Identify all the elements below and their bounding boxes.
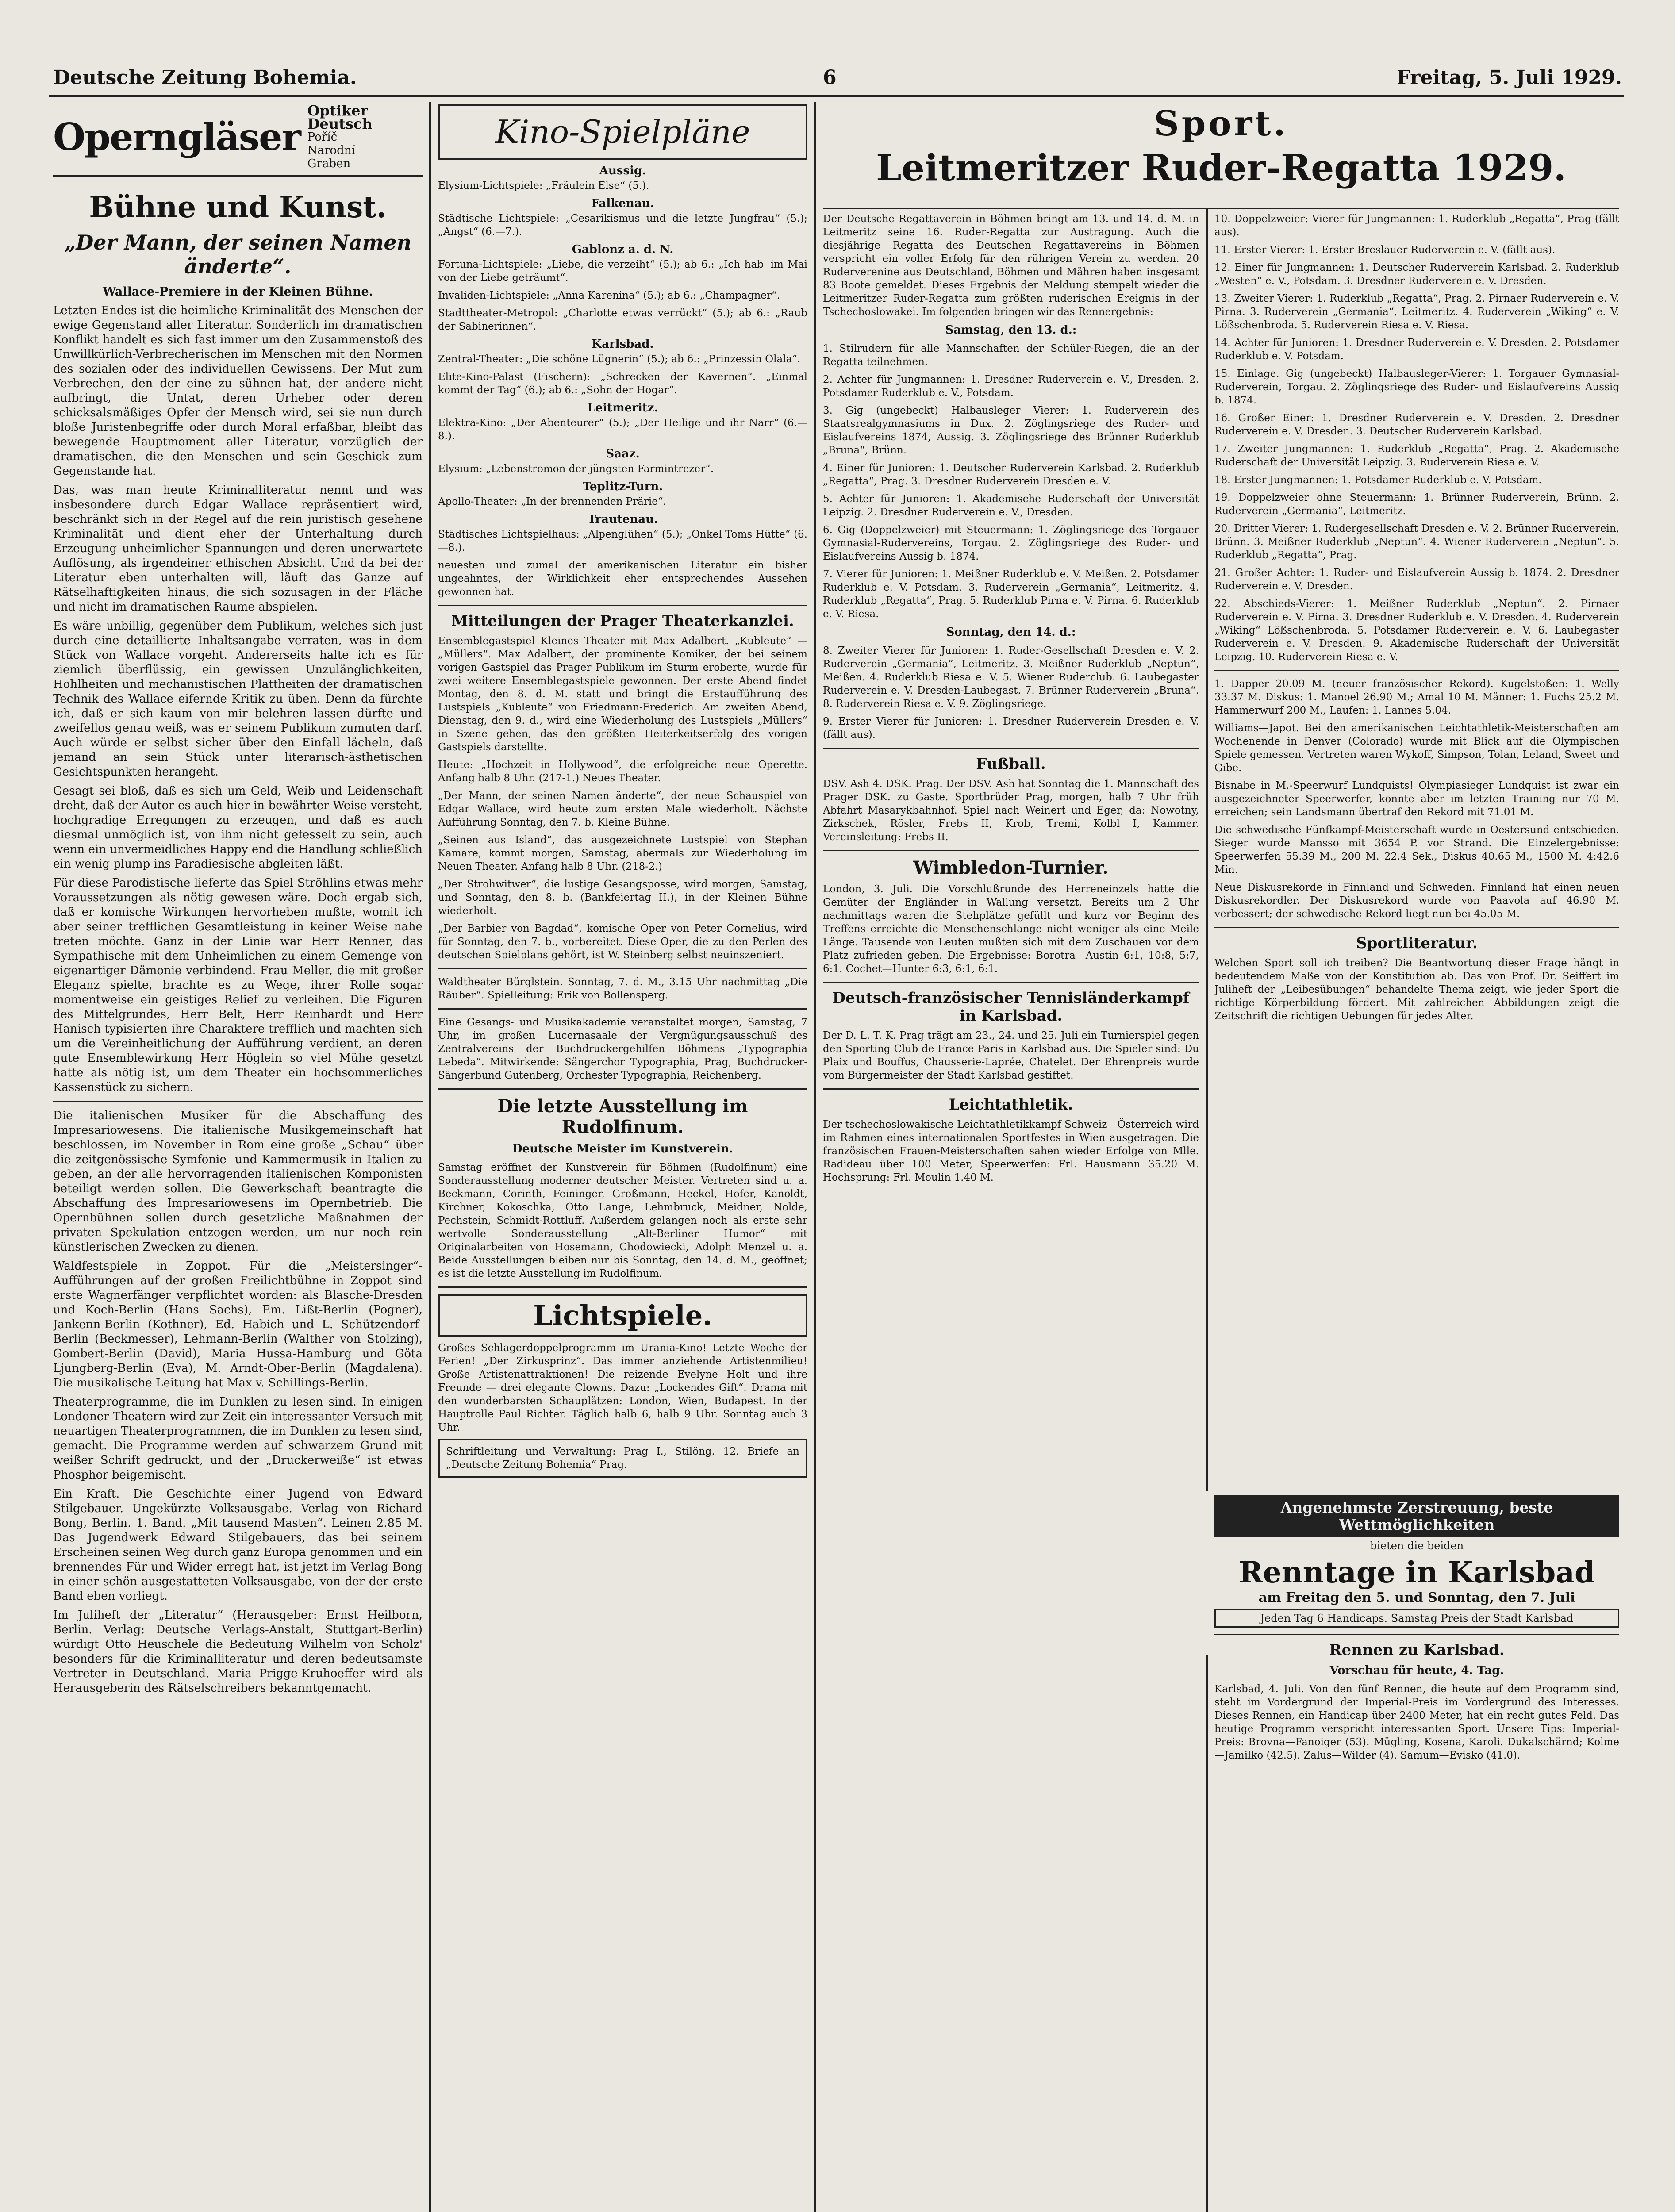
section-heading: Fußball.: [976, 755, 1046, 773]
divider: [823, 1088, 1199, 1090]
kino-listing: [438, 164, 807, 554]
race-result: 11. Erster Vierer: 1. Erster Breslauer Ruderverein e. V. (fällt aus).: [1214, 244, 1556, 256]
race-result: 21. Großer Achter: 1. Ruder- und Eislaufverein Aussig b. 1874. 2. Dresdner Ruderverein e. V. Dresden.: [1214, 567, 1619, 592]
section-heading: Leichtathletik.: [949, 1096, 1073, 1114]
divider: [1214, 670, 1619, 671]
regatta-title: Leitmeritzer Ruder-Regatta 1929.: [876, 147, 1566, 189]
sport-heading: Sport.: [1154, 104, 1288, 144]
kino-extra: neuesten und zumal der amerikanischen Literatur ein bisher ungeahntes, der Wirklichkeit eher entsprechendes Aussehen gewonnen hat.: [438, 560, 807, 598]
news-item: Williams—Japot. Bei den amerikanischen Leichtathletik-Meisterschaften am Wochenende in Denver (Colorado) wurde mit Blick auf die Olympischen Spiele gemessen. Vertreten waren Wykoff, Simpson, Tolan, Leland, Sweet und Gibe.: [1214, 722, 1619, 774]
divider: [438, 1008, 807, 1010]
news-item: Neue Diskusrekorde in Finnland und Schweden. Finnland hat einen neuen Diskusrekordler. Der Diskusrekord wurde von Paavola auf 46.90 M. verbessert; der schwedische Rekord liegt nun bei 45.05 M.: [1214, 882, 1619, 920]
kino-city: Trautenau.: [587, 513, 658, 526]
race-result: 19. Doppelzweier ohne Steuermann: 1. Brünner Ruderverein, Brünn. 2. Ruderverein „Germania“, Leitmeritz.: [1214, 492, 1619, 517]
news-item: Ensemblegastspiel Kleines Theater mit Max Adalbert. „Kubleute“ — „Müllers“. Max Adalbert, der prominente Komiker, der bei seinem vorigen Gastspiel das Prager Publikum im Sturm eroberte, wurde für zwei weitere Ensemblegastspiele gewonnen. Der erste Abend findet Montag, den 8. d. M. statt und bringt die Erstaufführung des Lustspiels „Kubleute“ von Friedmann-Frederich. Am zweiten Abend, Dienstag, den 9. d., wird eine Wiederholung des Lustspiels „Müllers“ in Szene gehen, das den größten Heiterkeitserfolg des vorigen Gastspiels darstellte.: [438, 635, 807, 753]
masthead-date: Freitag, 5. Juli 1929.: [1396, 66, 1622, 89]
kino-city: Aussig.: [599, 164, 646, 177]
column-divider: [814, 102, 816, 2212]
race-result: 7. Vierer für Junioren: 1. Meißner Ruderklub e. V. Meißen. 2. Potsdamer Ruderklub e. V. Potsdam. 3. Ruderverein „Germania“, Leitmeritz. 4. Ruderklub „Regatta“, Prag. 5. Ruderklub Pirna e. V. Pirna. 6. Ruderklub e. V. Riesa.: [823, 568, 1199, 620]
kino-entry: Städtische Lichtspiele: „Cesarikismus und die letzte Jungfrau“ (5.); „Angst“ (6.—7.).: [438, 213, 807, 238]
notice-box: [438, 1439, 807, 1478]
news-item: Im Juliheft der „Literatur“ (Herausgeber: Ernst Heilborn, Berlin. Verlag: Deutsche Verlags-Anstalt, Stuttgart-Berlin) würdigt Otto Heuschele die Bedeutung Wilhelm von Scholz' besonders für die Kriminalliteratur und deren bedeutsamste Vertreter in Deutschland. Maria Prigge-Kruhoeffer wird als Herausgeberin des Rätselschreibers bekanntgemacht.: [53, 1609, 423, 1695]
divider: [53, 1101, 423, 1102]
ad-title: Operngläser: [53, 115, 300, 159]
ad-address: Graben: [307, 157, 351, 170]
column-sport-left: [823, 212, 1199, 2212]
rennen-note: Jeden Tag 6 Handicaps. Samstag Preis der Stadt Karlsbad: [1214, 1609, 1619, 1628]
rennen-banner: Angenehmste Zerstreuung, beste Wettmöglichkeiten: [1214, 1495, 1619, 1537]
news-item: Der D. L. T. K. Prag trägt am 23., 24. und 25. Juli ein Turnierspiel gegen den Sporting Club de France Paris in Karlsbad aus. Die Spieler sind: Du Plaix und Bouffus, Chausserie-Laprée, Chatelet. Der Ehrenpreis wurde vom Bürgermeister der Stadt Karlsbad gestiftet.: [823, 1030, 1199, 1081]
race-result: 20. Dritter Vierer: 1. Rudergesellschaft Dresden e. V. 2. Brünner Ruderverein, Brünn. 3. Meißner Ruderklub „Neptun“. 4. Wiener Ruderverein „Neptun“. 5. Ruderklub „Regatta“, Prag.: [1214, 523, 1619, 561]
section-heading: Rennen zu Karlsbad.: [1329, 1641, 1505, 1659]
regatta-day: Samstag, den 13. d.:: [945, 323, 1077, 337]
article-paragraph: Letzten Endes ist die heimliche Kriminalität des Menschen der ewige Gegenstand aller Literatur. Sonderlich im dramatischen Konflikt handelt es sich fast immer um den Zusammenstoß des Unwillkürlich-Verbrecherischen im Menschen mit den Normen des sozialen oder des individuellen Gewissens. Der Mut zum Verbrechen, den der eine zu sühnen hat, der andere nicht aufbringt, die Untat, deren Urheber oder deren schicksalsmäßiges Opfer der Mensch wird, sei sie nun durch bloße Juristenbegriffe oder durch Moral erfaßbar, bleibt das bewegende Hauptmoment aller Literatur, vorzüglich der dramatischen, die den Menschen und sein Geschick zum Gegenstande hat.: [53, 304, 423, 478]
regatta-races-day1: [823, 342, 1199, 621]
article-subtitle: Wallace-Premiere in der Kleinen Bühne.: [102, 285, 373, 299]
lichtspiele-heading: Lichtspiele.: [533, 1299, 712, 1332]
news-item: „Der Barbier von Bagdad“, komische Oper von Peter Cornelius, wird für Sonntag, den 7. b., vorbereitet. Diese Oper, die zu den Perlen des deutschen Spielplans gehört, ist W. Steinberg selbst neuinszeniert.: [438, 923, 807, 961]
news-item: „Seinen aus Island“, das ausgezeichnete Lustspiel von Stephan Kamare, kommt morgen, Samstag, abermals zur Wiederholung im Neuen Theater. Anfang halb 8 Uhr. (218-2.): [438, 834, 807, 872]
masthead-paper: Deutsche Zeitung Bohemia.: [53, 66, 357, 89]
news-item: Großes Schlagerdoppelprogramm im Urania-Kino! Letzte Woche der Ferien! „Der Zirkusprinz“. Das immer anziehende Artistenmilieu! Große Artistenattraktionen! Die reizende Evelyne Holt und ihre Freunde — drei elegante Clowns. Dazu: „Lockendes Gift“. Drama mit den wunderbarsten Schauplätzen: London, Wien, Budapest. In der Hauptrolle Paul Richter. Täglich halb 6, halb 9 Uhr. Sonntag auch 3 Uhr.: [438, 1342, 807, 1433]
race-result: 22. Abschieds-Vierer: 1. Meißner Ruderklub „Neptun“. 2. Pirnaer Ruderverein e. V. Pirna. 3. Dresdner Ruderklub e. V. Dresden. 4. Ruderverein „Wiking“ Lößschenbroda. 5. Potsdamer Ruderverein e. V. 6. Laubegaster Ruderverein e. V. Dresden. 9. Akademische Ruderschaft der Universität Leipzig. 10. Ruderverein Riesa e. V.: [1214, 598, 1619, 663]
race-result: 6. Gig (Doppelzweier) mit Steuermann: 1. Zöglingsriege des Torgauer Gymnasial-Rudervereins, Torgau. 2. Zöglingsriege des Ruder- und Eislaufvereins Aussig b. 1874.: [823, 524, 1199, 562]
header-rule: [49, 95, 1624, 97]
article-title: „Der Mann, der seinen Namen änderte“.: [64, 230, 412, 278]
kino-entry: Elysium: „Lebenstromon der jüngsten Farmintrezer“.: [438, 463, 714, 475]
kino-entry: Städtisches Lichtspielhaus: „Alpenglühen“ (5.); „Onkel Toms Hütte“ (6.—8.).: [438, 529, 807, 553]
race-result: 13. Zweiter Vierer: 1. Ruderklub „Regatta“, Prag. 2. Pirnaer Ruderverein e. V. Pirna. 3. Ruderverein „Germania“, Leitmeritz. 4. Ruderverein „Wiking“ e. V. Lößschenbroda. 5. Ruderverein Riesa e. V. Riesa.: [1214, 293, 1619, 331]
kino-entry: Invaliden-Lichtspiele: „Anna Karenina“ (5.); ab 6.: „Champagner“.: [438, 290, 780, 301]
race-result: 8. Zweiter Vierer für Junioren: 1. Ruder-Gesellschaft Dresden e. V. 2. Ruderverein „Germania“, Leitmeritz. 3. Meißner Ruderklub „Neptun“, Meißen. 4. Ruderklub Riesa e. V. 5. Wiener Ruderclub. 6. Laubegaster Ruderverein e. V. Dresden-Laubegast. 7. Brünner Ruderverein „Bruna“. 8. Ruderverein Riesa e. V. 9. Zöglingsriege.: [823, 645, 1199, 710]
sport-header: [823, 104, 1619, 210]
news-item: Theaterprogramme, die im Dunklen zu lesen sind. In einigen Londoner Theatern wird zur Zeit ein interessanter Versuch mit neuartigen Theaterprogrammen, die im Dunklen zu lesen sind, gemacht. Die Programme werden auf schwarzem Grund mit weißer Schrift gedruckt, und der „Druckerweiße“ ist etwas Phosphor beigemischt.: [53, 1395, 423, 1482]
divider: [1214, 927, 1619, 928]
news-item: Waldfestspiele in Zoppot. Für die „Meistersinger“-Aufführungen auf der großen Freilichtbühne in Zoppot sind erste Wagnerfänger verpflichtet worden: als Blasche-Dresden und Koch-Berlin (Hans Sachs), Em. Lißt-Berlin (Pogner), Jankenn-Berlin (Kothner), Ed. Habich und L. Schützendorf-Berlin (Beckmesser), Lehmann-Berlin (Walther von Stolzing), Gombert-Berlin (David), Maria Hussa-Hamburg und Göta Ljungberg-Berlin (Eva), M. Arndt-Ober-Berlin (Magdalena). Die musikalische Leitung hat Max v. Schillings-Berlin.: [53, 1260, 423, 1390]
news-item: Die italienischen Musiker für die Abschaffung des Impresariowesens. Die italienische Musikgemeinschaft hat beschlossen, im November in Rom eine große „Schau“ über die zeitgenössische Symfonie- und Kammermusik in Italien zu geben, an der alle hervorragenden italienischen Komponisten beteiligt werden sollen. Die Gewerkschaft beantragte die Abschaffung des Impresariowesens im Opernbetrieb. Die Opernbühnen sollen durch gesetzliche Maßnahmen der privaten Spekulation entzogen werden, um nur noch rein künstlerischen Zwecken zu dienen.: [53, 1109, 423, 1254]
kino-entry: Apollo-Theater: „In der brennenden Prärie“.: [438, 496, 666, 507]
news-item: DSV. Ash 4. DSK. Prag. Der DSV. Ash hat Sonntag die 1. Mannschaft des Prager DSK. zu Gaste. Sportbrüder Prag, morgen, halb 7 Uhr früh Abfahrt Masarykbahnhof. Spiel nach Weinert und Eger, da: Nowotny, Zirkschek, Rösler, Frebs II, Krob, Tremi, Kolbl I, Kammer. Vereinsleitung: Frebs II.: [823, 778, 1199, 843]
divider: [1214, 1634, 1619, 1635]
race-result: 2. Achter für Jungmannen: 1. Dresdner Ruderverein e. V., Dresden. 2. Potsdamer Ruderklub e. V., Potsdam.: [823, 374, 1199, 399]
regatta-races-day2: [823, 644, 1199, 741]
kino-box: [438, 104, 807, 160]
kino-entry: Elysium-Lichtspiele: „Fräulein Else“ (5.).: [438, 180, 649, 192]
race-result: 4. Einer für Junioren: 1. Deutscher Ruderverein Karlsbad. 2. Ruderklub „Regatta“, Prag. 3. Dresdner Ruderverein Dresden e. V.: [823, 462, 1199, 487]
kino-city: Falkenau.: [591, 197, 654, 210]
column-sport-right: [1214, 212, 1619, 1486]
divider: [438, 605, 807, 606]
news-item: Die schwedische Fünfkampf-Meisterschaft wurde in Oestersund entschieden. Sieger wurde Mansso mit 3654 P. vor Strand. Die Einzelergebnisse: Speerwerfen 55.39 M., 200 M. 22.4 Sek., Diskus 40.65 M., 1500 M. 4:42.6 Min.: [1214, 824, 1619, 876]
section-heading: Die letzte Ausstellung im Rudolfinum.: [497, 1096, 748, 1137]
ad-address: Poříč: [307, 131, 338, 144]
notice-text: Schriftleitung und Verwaltung: Prag I., Stilöng. 12. Briefe an „Deutsche Zeitung Bohemia“ Prag.: [446, 1446, 799, 1471]
ad-firm: Optiker Deutsch: [307, 104, 373, 132]
column-rennen: [1214, 1495, 1619, 2212]
section-heading: Bühne und Kunst.: [89, 190, 387, 224]
section-heading: Sportliteratur.: [1356, 934, 1478, 952]
rennen-title: Renntage in Karlsbad: [1238, 1555, 1595, 1590]
news-item: „Der Mann, der seinen Namen änderte“, der neue Schauspiel von Edgar Wallace, wird heute zum ersten Male wiederholt. Nächste Aufführung Sonntag, den 7. b. Kleine Bühne.: [438, 790, 807, 828]
rennen-banner-sub: bieten die beiden: [1370, 1540, 1464, 1552]
news-item: Eine Gesangs- und Musikakademie veranstaltet morgen, Samstag, 7 Uhr, im großen Lucernasaale der Vergnügungsausschuß des Zentralvereins der Buchdruckergehilfen Böhmens „Typographia Lebeda“. Mitwirkende: Sängerchor Typographia, Prag, Buchdrucker-Sängerbund Gutenberg, Orchester Typographia, Reichenberg.: [438, 1017, 807, 1081]
article-paragraph: Gesagt sei bloß, daß es sich um Geld, Weib und Leidenschaft dreht, daß der Autor es auch hier in bewährter Weise versteht, hochgradige Erregungen zu erzeugen, und daß es auch diesmal unmöglich ist, von ihm nicht gefesselt zu sein, auch wenn ein unvermeidliches Happy end die Handlung schließlich ein wenig plump ins Paradiesische abgleiten läßt.: [53, 784, 423, 871]
ad-firm-block: [307, 104, 423, 170]
divider: [438, 1088, 807, 1090]
news-item: Samstag eröffnet der Kunstverein für Böhmen (Rudolfinum) eine Sonderausstellung moderner deutscher Meister. Vertreten sind u. a. Beckmann, Corinth, Feininger, Großmann, Heckel, Hofer, Kanoldt, Kirchner, Kokoschka, Otto Lange, Lehmbruck, Meidner, Nolde, Pechstein, Schmidt-Rottluff. Außerdem gelangen noch als erste sehr wertvolle Sonderausstellung „Alt-Berliner Humor“ mit Originalarbeiten von Hosemann, Chodowiecki, Adolph Menzel u. a. Beide Ausstellungen bleiben nur bis Sonntag, den 14. d. M., geöffnet; es ist die letzte Ausstellung im Rudolfinum.: [438, 1162, 807, 1279]
race-result: 3. Gig (ungebeckt) Halbausleger Vierer: 1. Ruderverein des Staatsrealgymnasiums in Dux. 2. Zöglingsriege des Ruder- und Eislaufvereins 1874, Aussig. 3. Zöglingsriege des Brünner Ruderklub „Bruna“, Brünn.: [823, 405, 1199, 456]
section-subheading: Vorschau für heute, 4. Tag.: [1329, 1664, 1504, 1677]
news-item: 1. Dapper 20.09 M. (neuer französischer Rekord). Kugelstoßen: 1. Welly 33.37 M. Diskus: 1. Manoel 26.90 M.; Amal 10 M. Männer: 1. Fuchs 25.2 M. Hammerwurf 200 M., Laufen: 1. Lannes 5.04.: [1214, 678, 1619, 716]
regatta-intro: Der Deutsche Regattaverein in Böhmen bringt am 13. und 14. d. M. in Leitmeritz seine 16. Ruder-Regatta zur Austragung. Auch die diesjährige Regatta des Deutschen Regattavereins in Böhmen verspricht ein voller Erfolg für den rührigen Verein zu werden. 20 Ruderverenine aus Deutschland, Böhmen und Mähren haben insgesamt 83 Boote gemeldet. Dieses Ergebnis der Meldung stempelt wieder die Leitmeritzer Ruder-Regatta zum größten ruderischen Ereignis in der Tschechoslowakei. Im folgenden bringen wir das Rennergebnis:: [823, 213, 1199, 318]
race-result: 10. Doppelzweier: Vierer für Jungmannen: 1. Ruderklub „Regatta“, Prag (fällt aus).: [1214, 213, 1619, 238]
news-item: Karlsbad, 4. Juli. Von den fünf Rennen, die heute auf dem Programm sind, steht im Vordergrund der Imperial-Preis im Vordergrund des Interesses. Dieses Rennen, ein Handicap über 2400 Meter, hat ein recht gutes Feld. Das heutige Programm verspricht interessanten Sport. Unsere Tips: Imperial-Preis: Brovna—Fanoiger (53). Mügling, Kosena, Karoli. Dukalschärnd; Kolme—Jamilko (42.5). Zalus—Wilder (4). Samum—Evisko (41.0).: [1214, 1683, 1619, 1761]
news-item: London, 3. Juli. Die Vorschlußrunde des Herreneinzels hatte die Gemüter der Engländer in Wallung versetzt. Bereits um 2 Uhr nachmittags waren die Stehplätze gefüllt und kurz vor Beginn des Treffens erreichte die Menschenschlange nicht weniger als eine Meile Länge. Tausende von Leuten mußten sich mit dem Zuschauen vor dem Platz zufrieden geben. Die Ergebnisse: Borotra—Austin 6:1, 10:8, 5:7, 6:1. Cochet—Hunter 6:3, 6:1, 6:1.: [823, 883, 1199, 975]
race-result: 15. Einlage. Gig (ungebeckt) Halbausleger-Vierer: 1. Torgauer Gymnasial-Ruderverein, Torgau. 2. Zöglingsriege des Ruder- und Eislaufvereins Aussig b. 1874.: [1214, 368, 1619, 406]
race-result: 12. Einer für Jungmannen: 1. Deutscher Ruderverein Karlsbad. 2. Ruderklub „Westen“ e. V., Potsdam. 3. Dresdner Ruderverein e. V. Dresden.: [1214, 262, 1619, 287]
section-heading: Deutsch-französischer Tennisländerkampf in Karlsbad.: [832, 989, 1190, 1025]
article-paragraph: Es wäre unbillig, gegenüber dem Publikum, welches sich just durch eine detaillierte Inhaltsangabe verraten, was in dem Stück von Wallace vorgeht. Andererseits halte ich es für ziemlich überflüssig, ein gewissen Unzulänglichkeiten, Hohlheiten und mechanistischen Plattheiten der dramatischen Technik des Wallace eifernde Kritik zu üben. Denn da fürchte ich, daß er sich kaum von mir belehren lassen dürfte und zweifellos genau weiß, was er seinem Publikum zumuten darf. Auch würde er selbst sicher über den Einfall lächeln, daß jemand an sein Stück unter literarisch-ästhetischen Gesichtspunkten herangeht.: [53, 619, 423, 779]
news-item: Der tschechoslowakische Leichtathletikkampf Schweiz—Österreich wird im Rahmen eines internationalen Sportfestes in Wien ausgetragen. Die französischen Frauen-Meisterschaften sahen wieder Erfolge von Mlle. Radideau über 100 Meter, Speerwerfen: Frl. Hausmann 35.20 M. Hochsprung: Frl. Moulin 1.40 M.: [823, 1119, 1199, 1183]
sport-rule: [823, 208, 1619, 209]
regatta-day: Sonntag, den 14. d.:: [946, 626, 1076, 639]
lichtspiele-box: [438, 1294, 807, 1337]
kino-entry: Elektra-Kino: „Der Abenteurer“ (5.); „Der Heilige und ihr Narr“ (6.—8.).: [438, 417, 807, 442]
divider: [823, 850, 1199, 851]
section-heading: Wimbledon-Turnier.: [913, 857, 1109, 878]
news-item: Welchen Sport soll ich treiben? Die Beantwortung dieser Frage hängt in bedeutendem Maße von der Konstitution ab. Das von Prof. Dr. Seiffert im Juliheft der „Leibesübungen“ behandelte Thema zeigt, wie jeder Sport die richtige Körperbildung fördert. Mit zahlreichen Abbildungen zeigt die Zeitschrift die richtigen Uebungen für jedes Alter.: [1214, 957, 1619, 1022]
race-result: 16. Großer Einer: 1. Dresdner Ruderverein e. V. Dresden. 2. Dresdner Ruderverein e. V. Dresden. 3. Deutscher Ruderverein Karlsbad.: [1214, 412, 1619, 437]
kino-city: Teplitz-Turn.: [582, 480, 663, 493]
news-item: Waldtheater Bürglstein. Sonntag, 7. d. M., 3.15 Uhr nachmittag „Die Räuber“. Spielleitung: Erik von Bollensperg.: [438, 976, 807, 1001]
divider: [823, 982, 1199, 983]
rennen-dates: am Freitag den 5. und Sonntag, den 7. Juli: [1258, 1590, 1575, 1605]
column-kino: [438, 104, 807, 2212]
kino-city: Karlsbad.: [592, 338, 654, 351]
race-result: 14. Achter für Junioren: 1. Dresdner Ruderverein e. V. Dresden. 2. Potsdamer Ruderklub e. V. Potsdam.: [1214, 337, 1619, 362]
kino-city: Saaz.: [606, 447, 640, 461]
column-divider: [1206, 1655, 1208, 2212]
news-item: Bisnabe in M.-Speerwurf Lundquists! Olympiasieger Lundquist ist zwar ein ausgezeichneter Speerwerfer, konnte aber im letzten Training nur 70 M. erreichen; sein Landsmann übertraf den Rekord mit 71.01 M.: [1214, 780, 1619, 818]
race-result: 18. Erster Jungmannen: 1. Potsdamer Ruderklub e. V. Potsdam.: [1214, 474, 1542, 486]
news-item: „Der Strohwitwer“, die lustige Gesangsposse, wird morgen, Samstag, und Sonntag, den 8. b. (Bankfeiertag II.), in der Kleinen Bühne wiederholt.: [438, 879, 807, 917]
race-result: 1. Stilrudern für alle Mannschaften der Schüler-Riegen, die an der Regatta teilnehmen.: [823, 343, 1199, 368]
section-heading: Mitteilungen der Prager Theaterkanzlei.: [451, 612, 794, 630]
article-paragraph: Das, was man heute Kriminalliteratur nennt und was insbesondere durch Edgar Wallace repräsentiert wird, beschränkt sich in der Regel auf die rein juristisch gesehene Kriminalität und dient eher der Unterhaltung durch Erzeugung unheimlicher Spannungen und deren unerwartete Auflösung, als irgendeiner ethischen Absicht. Und da bei der Literatur eben unterhalten will, läuft das Ganze auf Rätselhaftigkeiten hinaus, die sich sozusagen in der Fläche und nicht im dramatischen Raume abspielen.: [53, 484, 423, 614]
kino-entry: Fortuna-Lichtspiele: „Liebe, die verzeiht“ (5.); ab 6.: „Ich hab' im Mai von der Liebe geträumt“.: [438, 259, 807, 284]
article-paragraph: Für diese Parodistische lieferte das Spiel Ströhlins etwas mehr Voraussetzungen als nötig gewesen wäre. Doch ergab sich, daß er komische Wirkungen hervorheben mußte, womit ich aber seiner trefflichen Gesamtleistung in keiner Weise nahe treten möchte. Ganz in der Linie war Herr Renner, das Sympathische mit dem Unheimlichen zu einem Gemenge von eigenartiger Dämonie verbindend. Frau Meller, die mit großer Eleganz spielte, brachte es zu Wege, ihrer Rolle sogar momentweise ein geistiges Relief zu verleihen. Die Figuren des Mittelgrundes, Herr Belt, Herr Reinhardt und Herr Hanisch typisierten ihre Charaktere trefflich und machten sich um die Vereinheitlichung der Aufführung verdient, an deren gute Ensemblewirkung Herr Höglein so viel Mühe gesetzt hatte als nötig ist, um dem Theater ein hochsommerliches Kassenstück zu sichern.: [53, 876, 423, 1094]
kino-heading: Kino-Spielpläne: [495, 113, 750, 150]
ad-operaglasses: [53, 104, 423, 177]
regatta-races-right: [1214, 212, 1619, 664]
kino-entry: Zentral-Theater: „Die schöne Lügnerin“ (5.); ab 6.: „Prinzessin Olala“.: [438, 353, 801, 365]
kino-city: Leitmeritz.: [587, 401, 658, 415]
race-result: 17. Zweiter Jungmannen: 1. Ruderklub „Regatta“, Prag. 2. Akademische Ruderschaft der Universität Leipzig. 3. Ruderverein Riesa e. V.: [1214, 443, 1619, 468]
race-result: 5. Achter für Junioren: 1. Akademische Ruderschaft der Universität Leipzig. 2. Dresdner Ruderverein e. V., Dresden.: [823, 493, 1199, 518]
kino-city: Gablonz a. d. N.: [572, 243, 674, 256]
column-buehne: [53, 104, 423, 2212]
divider: [823, 748, 1199, 749]
column-divider: [1206, 208, 1208, 1491]
race-result: 9. Erster Vierer für Junioren: 1. Dresdner Ruderverein Dresden e. V. (fällt aus).: [823, 716, 1199, 741]
section-subheading: Deutsche Meister im Kunstverein.: [512, 1142, 733, 1156]
kino-entry: Stadttheater-Metropol: „Charlotte etwas verrückt“ (5.); ab 6.: „Raub der Sabinerinnen“.: [438, 307, 807, 332]
news-item: Heute: „Hochzeit in Hollywood“, die erfolgreiche neue Operette. Anfang halb 8 Uhr. (217-1.) Neues Theater.: [438, 759, 807, 784]
news-item: Ein Kraft. Die Geschichte einer Jugend von Edward Stilgebauer. Ungekürzte Volksausgabe. Verlag von Richard Bong, Berlin. 1. Band. „Mit tausend Masten“. Leinen 2.85 M. Das Jugendwerk Edward Stilgebauers, das bei seinem Erscheinen seinen Weg durch ganz Europa genommen und ein brennendes Für und Wider erregt hat, ist jetzt im Verlag Bong in einer schön ausgestatteten Volksausgabe, von der der erste Band eben vorliegt.: [53, 1487, 423, 1603]
kino-entry: Elite-Kino-Palast (Fischern): „Schrecken der Kavernen“. „Einmal kommt der Tag“ (6.); ab 6.: „Sohn der Hogar“.: [438, 371, 807, 396]
page-number: 6: [823, 66, 837, 89]
divider: [438, 968, 807, 969]
divider: [438, 1286, 807, 1288]
ad-address: Narodní: [307, 144, 355, 157]
column-divider: [429, 102, 431, 2212]
